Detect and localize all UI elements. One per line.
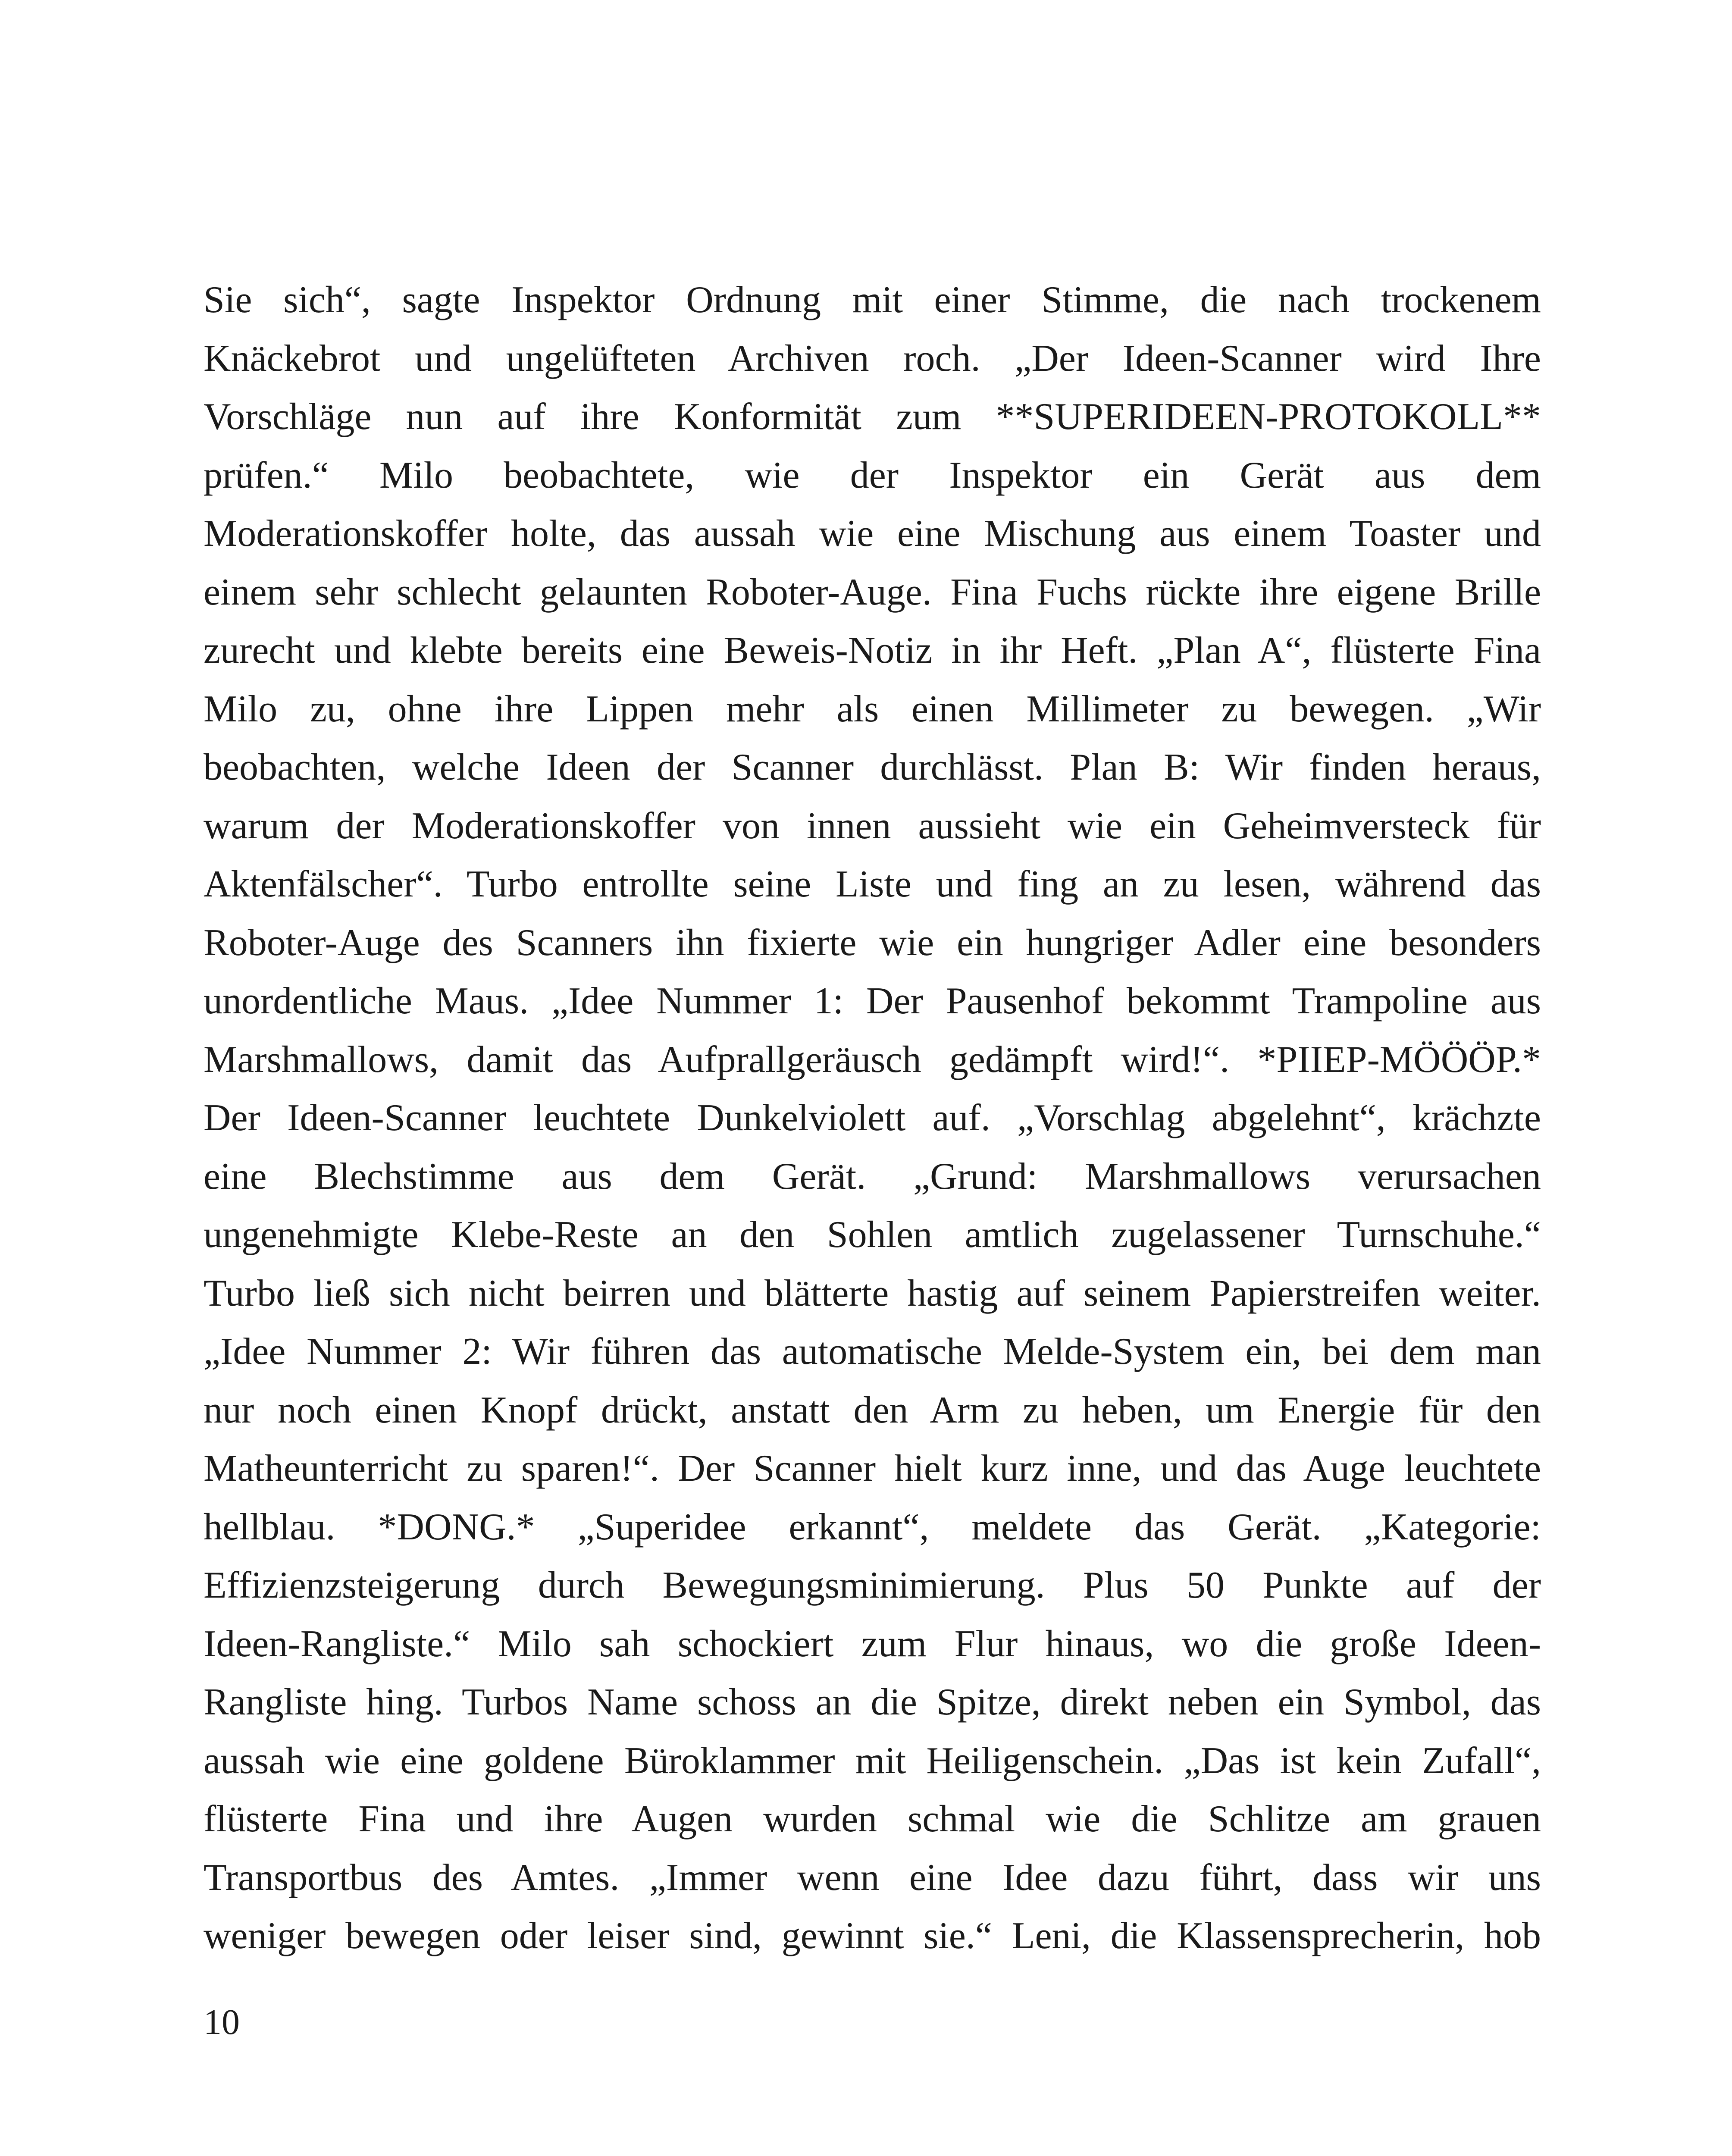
text-line: Roboter-Auge des Scanners ihn fixierte wie ein hungriger Adler eine besonders (204, 921, 1541, 964)
body-text (204, 271, 1541, 1965)
text-line: Vorschläge nun auf ihre Konformität zum **SUPERIDEEN-PROTOKOLL** (204, 396, 1541, 438)
text-line: weniger bewegen oder leiser sind, gewinnt sie.“ Leni, die Klassensprecherin, hob (204, 1915, 1541, 1957)
text-line: unordentliche Maus. „Idee Nummer 1: Der Pausenhof bekommt Trampoline aus (204, 980, 1541, 1022)
text-line: ungenehmigte Klebe-Reste an den Sohlen amtlich zugelassener Turnschuhe.“ (204, 1214, 1541, 1256)
text-line: warum der Moderationskoffer von innen aussieht wie ein Geheimversteck für (204, 805, 1541, 847)
text-line: aussah wie eine goldene Büroklammer mit Heiligenschein. „Das ist kein Zufall“, (204, 1739, 1541, 1782)
text-line: prüfen.“ Milo beobachtete, wie der Inspektor ein Gerät aus dem (204, 454, 1541, 496)
text-line: Der Ideen-Scanner leuchtete Dunkelviolett auf. „Vorschlag abgelehnt“, krächzte (204, 1097, 1541, 1139)
text-line: Aktenfälscher“. Turbo entrollte seine Liste und fing an zu lesen, während das (204, 863, 1541, 905)
text-line: Matheunterricht zu sparen!“. Der Scanner hielt kurz inne, und das Auge leuchtete (204, 1448, 1541, 1489)
text-line: Sie sich“, sagte Inspektor Ordnung mit einer Stimme, die nach trockenem (204, 279, 1541, 321)
text-line: Turbo ließ sich nicht beirren und blätterte hastig auf seinem Papierstreifen weiter. (204, 1272, 1541, 1314)
text-line: Transportbus des Amtes. „Immer wenn eine Idee dazu führt, dass wir uns (204, 1856, 1541, 1899)
text-line: Knäckebrot und ungelüfteten Archiven roch. „Der Ideen-Scanner wird Ihre (204, 337, 1541, 379)
text-line: hellblau. *DONG.* „Superidee erkannt“, meldete das Gerät. „Kategorie: (204, 1506, 1541, 1548)
text-line: beobachten, welche Ideen der Scanner durchlässt. Plan B: Wir finden heraus, (204, 746, 1541, 788)
text-line: zurecht und klebte bereits eine Beweis-Notiz in ihr Heft. „Plan A“, flüsterte Fina (204, 630, 1541, 671)
text-line: nur noch einen Knopf drückt, anstatt den Arm zu heben, um Energie für den (204, 1389, 1541, 1431)
text-line: eine Blechstimme aus dem Gerät. „Grund: Marshmallows verursachen (204, 1155, 1541, 1197)
text-line: „Idee Nummer 2: Wir führen das automatische Melde-System ein, bei dem man (204, 1331, 1541, 1373)
text-line: Milo zu, ohne ihre Lippen mehr als einen Millimeter zu bewegen. „Wir (204, 688, 1541, 730)
text-line: Moderationskoffer holte, das aussah wie eine Mischung aus einem Toaster und (204, 513, 1541, 555)
text-line: Ideen-Rangliste.“ Milo sah schockiert zum Flur hinaus, wo die große Ideen- (204, 1623, 1541, 1665)
text-line: Effizienzsteigerung durch Bewegungsminimierung. Plus 50 Punkte auf der (204, 1564, 1541, 1606)
text-line: Marshmallows, damit das Aufprallgeräusch gedämpft wird!“. *PIIEP-MÖÖÖP.* (204, 1038, 1541, 1081)
text-line: flüsterte Fina und ihre Augen wurden schmal wie die Schlitze am grauen (204, 1798, 1541, 1840)
page-number: 10 (204, 2002, 240, 2042)
text-line: Rangliste hing. Turbos Name schoss an die Spitze, direkt neben ein Symbol, das (204, 1681, 1541, 1723)
text-line: einem sehr schlecht gelaunten Roboter-Auge. Fina Fuchs rückte ihre eigene Brille (204, 571, 1541, 613)
